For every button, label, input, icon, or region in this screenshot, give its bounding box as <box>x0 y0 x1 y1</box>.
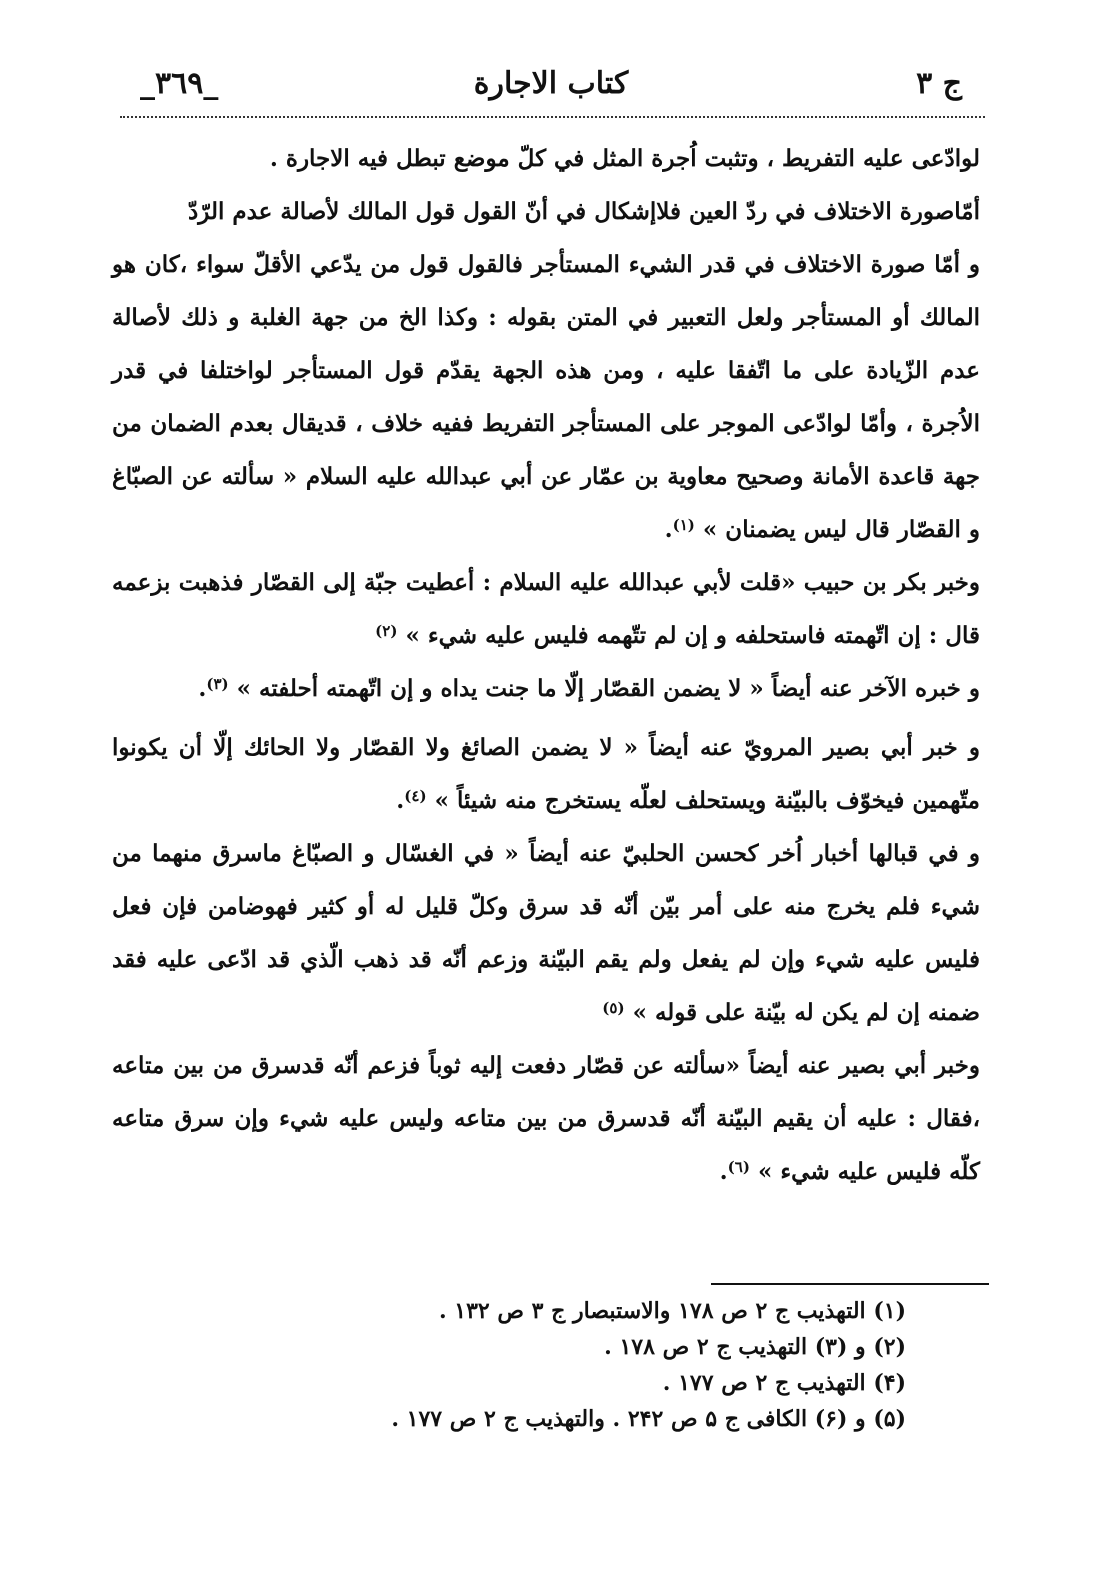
footnote: (٢) و (٣) التهذيب ج ٢ ص ١٧٨ . <box>604 1334 906 1360</box>
paragraph: وخبر أبي بصير عنه أيضاً «سألته عن قصّار دفعت إليه ثوباً فزعم أنّه قدسرق من بين متاعه ،فقال : عليه أن يقيم البيّنة أنّه قدسرق من بين متاعه وليس عليه شيء وإن سرق متاعه كلّه فليس عليه شيء » $^{(٦)}$. <box>112 1052 980 1185</box>
footnote: (۴) التهذيب ج ٢ ص ١٧٧ . <box>662 1370 906 1396</box>
header-divider <box>120 116 985 118</box>
paragraph-text: وخبر بكر بن حبيب «قلت لأبي عبدالله عليه السلام : أعطيت جبّة إلى القصّار فذهبت بزعمه قال : إن اتّهمته فاستحلفه و إن لم تتّهمه فليس عليه شيء » <box>112 569 980 649</box>
paragraph-text: و أمّا صورة الاختلاف في قدر الشيء المستأجر فالقول قول من يدّعي الأقلّ سواء ،كان هو المالك أو المستأجر ولعل التعبير في المتن بقوله : وكذا الخ من جهة الغلبة و ذلك لأصالة عدم الزّيادة على ما اتّفقا عليه ، ومن هذه الجهة يقدّم قول المستأجر لواختلفا في قدر الاُجرة ، وأمّا لوادّعى الموجر على المستأجر التفريط ففيه خلاف ، قديقال بعدم الضمان من جهة قاعدة الأمانة وصحيح معاوية بن عمّار عن أبي عبدالله عليه السلام « سألته عن الصبّاغ و القصّار قال ليس يضمنان » <box>112 251 980 543</box>
paragraph-text: و خبره الآخر عنه أيضاً « لا يضمن القصّار إلّا ما جنت يداه و إن اتّهمته أحلفته » <box>236 675 980 702</box>
note-ref: (٤) <box>404 787 427 805</box>
paragraph: و أمّا صورة الاختلاف في قدر الشيء المستأجر فالقول قول من يدّعي الأقلّ سواء ،كان هو المالك أو المستأجر ولعل التعبير في المتن بقوله : وكذا الخ من جهة الغلبة و ذلك لأصالة عدم الزّيادة على ما اتّفقا عليه ، ومن هذه الجهة يقدّم قول المستأجر لواختلفا في قدر الاُجرة ، وأمّا لوادّعى الموجر على المستأجر التفريط ففيه خلاف ، قديقال بعدم الضمان من جهة قاعدة الأمانة وصحيح معاوية بن عمّار عن أبي عبدالله عليه السلام « سألته عن الصبّاغ و القصّار قال ليس يضمنان » $^{(١)}$. <box>112 251 980 543</box>
paragraph <box>112 827 980 1039</box>
note-ref: (٣) <box>206 675 229 693</box>
note-ref: (٥) <box>602 999 625 1017</box>
main-text <box>112 132 980 1198</box>
note-ref: (٦) <box>727 1158 750 1176</box>
page-header <box>120 62 982 110</box>
note-ref: (١) <box>672 516 695 534</box>
paragraph-text: و خبر أبي بصير المرويّ عنه أيضاً « لا يضمن الصائغ ولا القصّار ولا الحائك إلّا أن يكونوا متّهمين فيخوّف بالبيّنة ويستحلف لعلّه يستخرج منه شيئاً » <box>112 734 980 814</box>
paragraph: و خبر أبي بصير المرويّ عنه أيضاً « لا يضمن الصائغ ولا القصّار ولا الحائك إلّا أن يكونوا متّهمين فيخوّف بالبيّنة ويستحلف لعلّه يستخرج منه شيئاً » $^{(٤)}$. <box>112 734 980 814</box>
page-number: _٣٦٩_ <box>140 66 219 101</box>
footnote: (۵) و (۶) الكافى ج ۵ ص ٢۴٢ . والتهذيب ج ٢ ص ١٧٧ . <box>391 1406 906 1432</box>
book-title: كتاب الاجارة <box>473 66 629 101</box>
paragraph-text: وخبر أبي بصير عنه أيضاً «سألته عن قصّار دفعت إليه ثوباً فزعم أنّه قدسرق من بين متاعه ،فقال : عليه أن يقيم البيّنة أنّه قدسرق من بين متاعه وليس عليه شيء وإن سرق متاعه كلّه فليس عليه شيء » <box>112 1052 980 1185</box>
paragraph-text: و في قبالها أخبار اُخر كحسن الحلبيّ عنه أيضاً « في الغسّال و الصبّاغ ماسرق منهما من شيء فلم يخرج منه على أمر بيّن أنّه قد سرق وكلّ قليل له أو كثير فهوضامن فإن فعل فليس عليه شيء وإن لم يفعل ولم يقم البيّنة وزعم أنّه قد ذهب الّذي قد ادّعى عليه فقد ضمنه إن لم يكن له بيّنة على قوله » <box>112 840 980 1026</box>
paragraph: أمّاصورة الاختلاف في ردّ العين فلاإشكال في أنّ القول قول المالك لأصالة عدم الرّدّ <box>188 198 980 225</box>
footnote: (١) التهذيب ج ٢ ص ١٧٨ والاستبصار ج ٣ ص ١٣٢ . <box>438 1298 906 1324</box>
volume-label: ج ٣ <box>916 66 962 101</box>
paragraph <box>112 556 980 662</box>
paragraph: لوادّعى عليه التفريط ، وتثبت اُجرة المثل في كلّ موضع تبطل فيه الاجارة . <box>269 145 980 172</box>
note-ref: (٢) <box>375 622 398 640</box>
footnote-divider <box>711 1283 989 1285</box>
footnotes <box>266 1293 906 1437</box>
paragraph: و خبره الآخر عنه أيضاً « لا يضمن القصّار إلّا ما جنت يداه و إن اتّهمته أحلفته » $^{(٣)}$. <box>198 675 980 702</box>
